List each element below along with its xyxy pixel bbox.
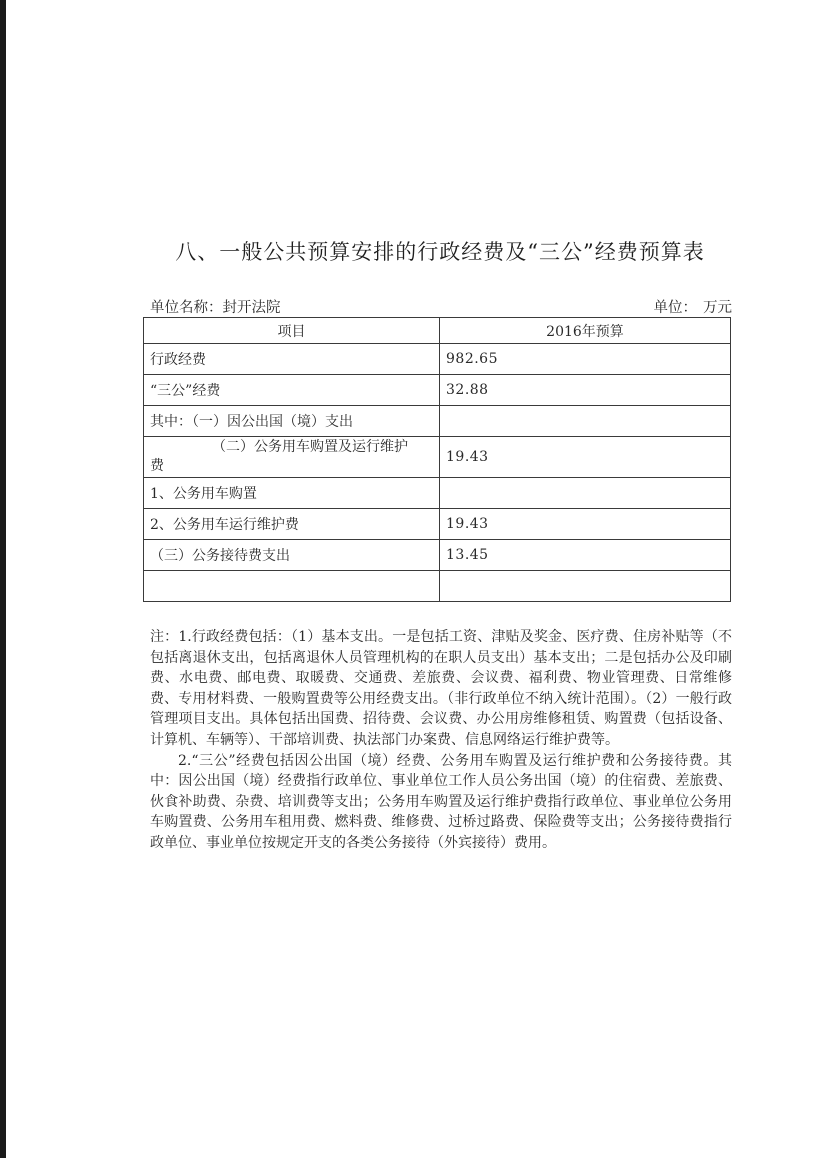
unit-name-label: 单位名称：: [150, 300, 223, 316]
row-value: 19.43: [440, 437, 731, 478]
table-row: [144, 406, 731, 437]
row-label-line1: （二）公务用车购置及运行维护: [212, 439, 408, 455]
row-label: （三）公务接待费支出: [144, 540, 440, 571]
table-row: [144, 375, 731, 406]
row-label: [144, 437, 440, 478]
unit-measure: [654, 296, 733, 317]
row-label-line2: 费: [150, 458, 164, 474]
table-row: [144, 509, 731, 540]
note-1: 注：1.行政经费包括：（1）基本支出。一是包括工资、津贴及奖金、医疗费、住房补贴等（不包括离退休支出，包括离退休人员管理机构的在职人员支出）基本支出；二是包括办公及印刷费、水电费、邮电费、取暖费、交通费、差旅费、会议费、福利费、物业管理费、日常维修费、专用材料费、一般购置费等公用经费支出。（非行政单位不纳入统计范围）。（2）一般行政管理项目支出。具体包括出国费、招待费、会议费、办公用房维修租赁、购置费（包括设备、计算机、车辆等）、干部培训费、执法部门办案费、信息网络运行维护费等。: [150, 629, 732, 748]
table-row: [144, 478, 731, 509]
note-2: 2.“三公”经费包括因公出国（境）经费、公务用车购置及运行维护费和公务接待费。其中：因公出国（境）经费指行政单位、事业单位工作人员公务出国（境）的住宿费、差旅费、伙食补助费、杂费、培训费等支出；公务用车购置及运行维护费指行政单位、事业单位公务用车购置费、公务用车租用费、燃料费、维修费、过桥过路费、保险费等支出；公务接待费指行政单位、事业单位按规定开支的各类公务接待（外宾接待）费用。: [150, 752, 732, 851]
scan-edge: [0, 0, 6, 1158]
row-label: 行政经费: [144, 344, 440, 375]
unit-name-value: 封开法院: [222, 300, 281, 316]
table-row: [144, 437, 731, 478]
table-meta: [150, 296, 732, 318]
table-row: [144, 571, 731, 602]
notes: [150, 627, 732, 854]
row-label: 2、公务用车运行维护费: [144, 509, 440, 540]
row-value: 19.43: [440, 509, 731, 540]
row-label: [144, 571, 440, 602]
row-value: [440, 478, 731, 509]
row-value: 32.88: [440, 375, 731, 406]
row-label: “三公”经费: [144, 375, 440, 406]
unit-label: 单位：: [653, 300, 697, 316]
row-label: 其中：（一）因公出国（境）支出: [144, 406, 440, 437]
row-value: [440, 406, 731, 437]
table-row: [144, 344, 731, 375]
row-label: 1、公务用车购置: [144, 478, 440, 509]
row-value: 13.45: [440, 540, 731, 571]
table-header-row: [144, 318, 731, 344]
row-value: 982.65: [440, 344, 731, 375]
header-item: 项目: [144, 318, 440, 344]
unit-value: 万元: [703, 300, 732, 316]
row-value: [440, 571, 731, 602]
unit-name: [150, 296, 281, 317]
budget-table: [143, 317, 731, 602]
page-title: 八、一般公共预算安排的行政经费及“三公”经费预算表: [175, 240, 705, 264]
table-row: [144, 540, 731, 571]
header-budget: 2016年预算: [440, 318, 731, 344]
